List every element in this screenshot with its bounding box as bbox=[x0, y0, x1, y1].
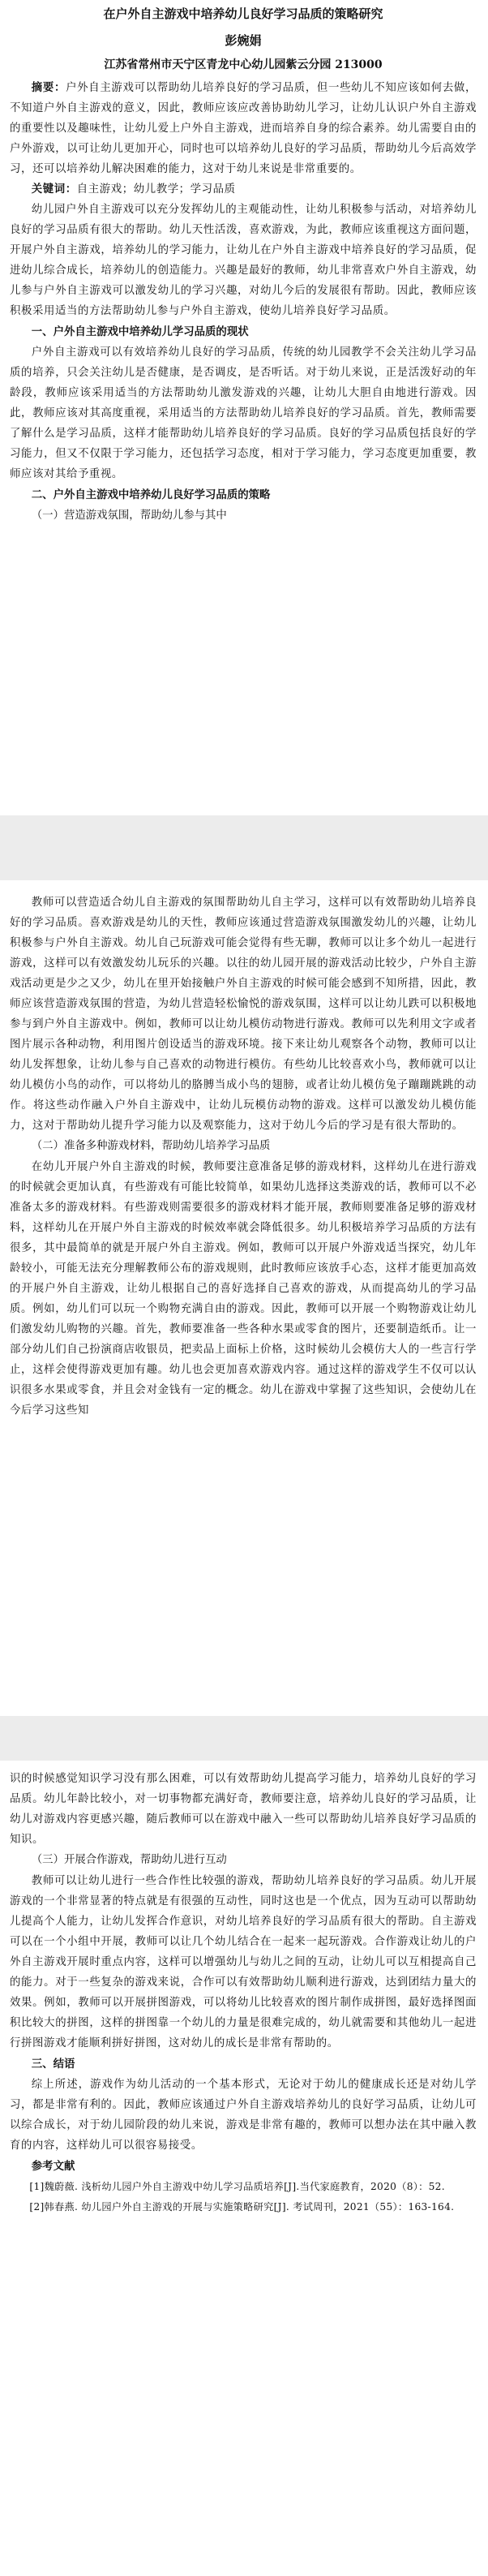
abstract-text: 户外自主游戏可以帮助幼儿培养良好的学习品质，但一些幼儿不知应该如何去做，不知道户外自主游戏的意义，因此，教师应该应改善协助幼儿学习，让幼儿认识户外自主游戏的重要性以及趣味性，让幼儿爱上户外自主游戏，进而培养自身的综合素养。幼儿需要自由的户外游戏，以可让幼儿更加开心，同时也可以培养幼儿良好的学习品质，帮助幼儿今后高效学习，还可以培养幼儿解决困难的能力，这对于幼儿来说是非常重要的。 bbox=[10, 82, 477, 175]
conclusion-paragraph: 综上所述，游戏作为幼儿活动的一个基本形式，无论对于幼儿的健康成长还是对幼儿学习，都是非常有利的。因此，教师应该通过户外自主游戏培养幼儿的良好学习品质，让幼儿可以综合成长，对于幼儿园阶段的幼儿来说，游戏是非常有趣的，教师可以想办法在其中融入教育的内容，这样幼儿可以很容易接受。 bbox=[10, 2079, 477, 2152]
paragraph-materials: 在幼儿开展户外自主游戏的时候，教师要注意准备足够的游戏材料，这样幼儿在进行游戏的时候就会更加认真，有些游戏有可能比较简单，如果幼儿选择这类游戏的话，教师可以不必准备太多的游戏材料。有些游戏则需要很多的游戏材料才能开展，教师则要准备足够的游戏材料，这样幼儿在开展户外自主游戏的时候效率就会降低很多。幼儿积极培养学习品质的方法有很多，其中最简单的就是开展户外自主游戏。例如，教师可以开展户外游戏适当探究，幼儿年龄较小，可能无法充分理解教师公布的游戏规则，此时教师应该放手心态，这样才能更加高效的开展户外自主游戏，让幼儿根据自己的喜好选择自己喜欢的游戏，从而提高幼儿的学习品质。例如，幼儿们可以玩一个购物充满自由的游戏。因此，教师可以开展一个购物游戏让幼儿们激发幼儿购物的兴趣。首先，教师要准备一些各种水果或零食的图片，还要制造纸币。让一部分幼儿们自己扮演商店收银员，把卖品上面标上价格，这时候幼儿会模仿大人的一些言行学止，这样会使得游戏更加有趣。幼儿也会更加喜欢游戏内容。通过这样的游戏学生不仅可以认识很多水果或零食，并且会对金钱有一定的概念。幼儿在游戏中掌握了这些知识，会使幼儿在今后学习这些知 bbox=[10, 1161, 477, 1417]
references-heading: 参考文献 bbox=[31, 2160, 75, 2173]
paragraph-cooperation: 教师可以让幼儿进行一些合作性比较强的游戏，帮助幼儿培养良好的学习品质。幼儿开展游戏的一个非常显著的特点就是有很强的互动性，同时这也是一个优点，因为互动可以帮助幼儿提高个人能力，让幼儿发挥合作意识，对幼儿培养良好的学习品质有很大的帮助。自主游戏可以在一个小组中开展，教师可以让几个幼儿结合在一起来一起玩游戏。合作游戏让幼儿的户外自主游戏开展时重点内容，这样可以增强幼儿与幼儿之间的互动，让幼儿可以互相提高自己的能力。对于一些复杂的游戏来说，合作可以有效帮助幼儿顺利进行游戏，达到团结力量大的效果。例如，教师可以开展拼图游戏，可以将幼儿比较喜欢的图片制作成拼图，最好选择图面积比较大的拼图，这样的拼图靠一个幼儿的力量是很难完成的，幼儿就需要和其他幼儿一起进行拼图游戏才能顺利拼好拼图，这对幼儿的成长是非常有帮助的。 bbox=[10, 1875, 477, 2049]
page-3 bbox=[0, 1761, 488, 2576]
page-gap-2 bbox=[0, 1716, 488, 1761]
subsection-heading-3: （三）开展合作游戏，帮助幼儿进行互动 bbox=[31, 1854, 227, 1866]
paragraph-atmosphere: 教师可以营造适合幼儿自主游戏的氛围帮助幼儿自主学习，这样可以有效帮助幼儿培养良好的学习品质。喜欢游戏是幼儿的天性，教师应该通过营造游戏氛围激发幼儿的兴趣，让幼儿积极参与户外自主游戏。幼儿自己玩游戏可能会觉得有些无聊，教师可以让多个幼儿一起进行游戏，这样可以有效激发幼儿玩乐的兴趣。以往的幼儿园开展的游戏活动比较少，户外自主游戏活动更是少之又少，幼儿在里开始接触户外自主游戏的时候可能会感到不知所措，因此，教师应该营造游戏氛围的营造，为幼儿营造轻松愉悦的游戏氛围，这样可以让幼儿跌可以积极地参与到户外自主游戏中。例如，教师可以让幼儿模仿动物进行游戏。教师可以先利用文字或者图片展示各种动物，利用图片创设适当的游戏环境。接下来让幼儿观察各个动物，教师可以让幼儿发挥想象，让幼儿参与自己喜欢的动物进行模仿。有些幼儿比较喜欢小鸟，教师就可以让幼儿模仿小鸟的动作，可以将幼儿的胳膊当成小鸟的翅膀，或者让幼儿模仿兔子蹦蹦跳跳的动作。将这些动作融入户外自主游戏中，让幼儿玩模仿动物的游戏。这样可以激发幼儿模仿能力，这对于帮助幼儿提升学习能力以及观察能力，这对于幼儿今后的学习是有很大帮助的。 bbox=[10, 897, 477, 1132]
subsection-heading-1: （一）营造游戏氛围，帮助幼儿参与其中 bbox=[31, 510, 227, 522]
section-heading-3: 三、结语 bbox=[31, 2058, 75, 2071]
page-2-content bbox=[10, 892, 477, 1421]
paper-title: 在户外自主游戏中培养幼儿良好学习品质的策略研究 bbox=[103, 6, 383, 21]
section-heading-1: 一、户外自主游戏中培养幼儿学习品质的现状 bbox=[31, 325, 249, 338]
subsection-heading-2: （二）准备多种游戏材料，帮助幼儿培养学习品质 bbox=[31, 1140, 271, 1152]
status-paragraph: 户外自主游戏可以有效培养幼儿良好的学习品质，传统的幼儿园教学不会关注幼儿学习品质的培养，只会关注幼儿是否健康，是否调皮，是否听话。对于幼儿来说，正是活泼好动的年龄段，教师应该采用适当的方法帮助幼儿激发游戏的兴趣，让幼儿大胆自由地进行游戏。因此，教师应该对其高度重视，采用适当的方法帮助幼儿培养良好的学习品质。首先，教师需要了解什么是学习品质，这样才能帮助幼儿培养良好的学习品质。良好的学习品质包括良好的学习能力，但又不仅限于学习能力，还包括学习态度，相对于学习能力，学习态度更加重要，教师应该对其给予重视。 bbox=[10, 346, 477, 480]
page-1 bbox=[0, 0, 488, 815]
page-2 bbox=[0, 880, 488, 1716]
page-gap-1 bbox=[0, 815, 488, 880]
intro-paragraph: 幼儿园户外自主游戏可以充分发挥幼儿的主观能动性，让幼儿积极参与活动，对培养幼儿良好的学习品质有很大的帮助。幼儿天性活泼，喜欢游戏，为此，教师应该重视这方面问题，开展户外自主游戏，培养幼儿的学习能力，让幼儿在户外自主游戏中培养良好的学习品质，促进幼儿综合成长，培养幼儿的创造能力。兴趣是最好的教师，幼儿非常喜欢户外自主游戏，幼儿参与户外自主游戏可以激发幼儿的学习兴趣，对幼儿今后的发展很有帮助。因此，教师应该积极采用适当的方法帮助幼儿参与户外自主游戏，使幼儿培养良好学习品质。 bbox=[10, 204, 477, 317]
keywords-text: 自主游戏；幼儿教学；学习品质 bbox=[76, 183, 236, 196]
paragraph-continued: 识的时候感觉知识学习没有那么困难，可以有效帮助幼儿提高学习能力，培养幼儿良好的学习品质。幼儿年龄比较小，对一切事物都充满好奇，教师要注意，培养幼儿良好的学习品质，让幼儿对游戏内容更感兴趣，随后教师可以在游戏中融入一些可以帮助幼儿培养良好学习品质的知识。 bbox=[10, 1773, 477, 1846]
abstract bbox=[10, 78, 477, 179]
author-affiliation: 江苏省常州市天宁区青龙中心幼儿园紫云分园 213000 bbox=[104, 58, 383, 71]
keywords-label: 关键词： bbox=[31, 183, 77, 196]
page-3-content bbox=[10, 1769, 477, 2217]
abstract-label: 摘要： bbox=[31, 81, 66, 94]
keywords bbox=[10, 179, 477, 200]
section-heading-2: 二、户外自主游戏中培养幼儿良好学习品质的策略 bbox=[31, 488, 271, 501]
reference-item-1: [1]魏蔚薇. 浅析幼儿园户外自主游戏中幼儿学习品质培养[J].当代家庭教育，2020（8）：52. bbox=[29, 2181, 445, 2192]
author-name: 彭婉娟 bbox=[225, 33, 262, 48]
page-1-content bbox=[10, 3, 477, 527]
reference-item-2: [2]韩春燕. 幼儿园户外自主游戏的开展与实施策略研究[J]. 考试周刊，2021（55）：163-164. bbox=[29, 2201, 455, 2213]
